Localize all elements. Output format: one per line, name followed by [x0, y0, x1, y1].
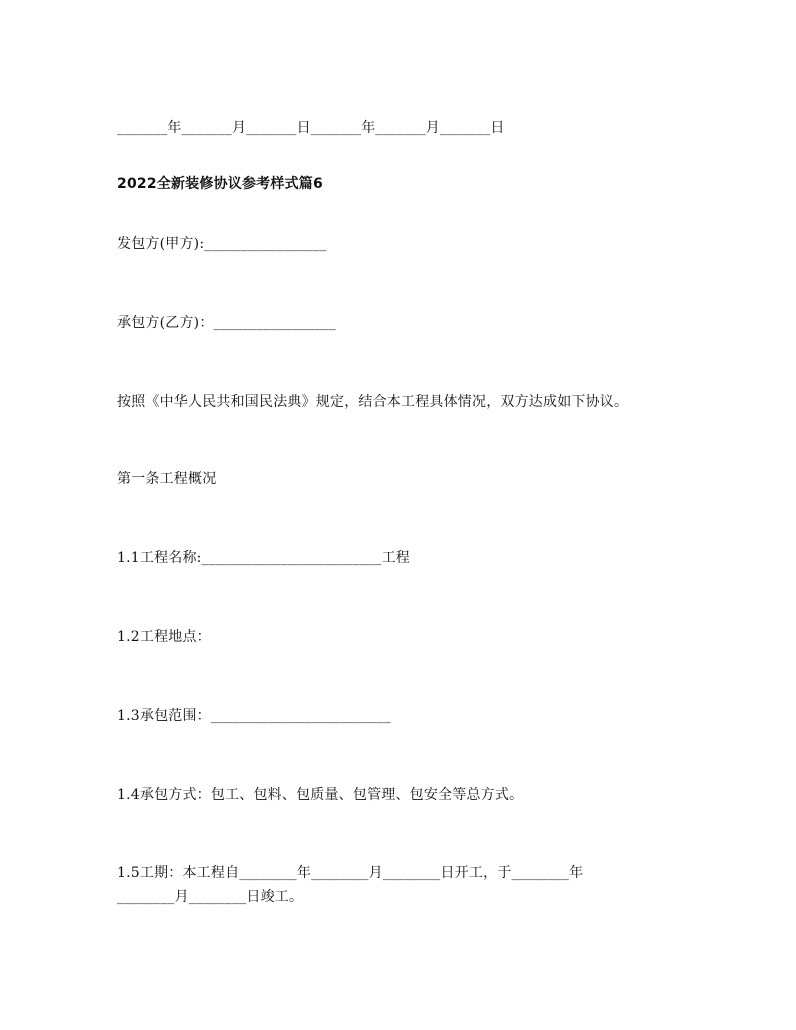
clause-1-4: 1.4承包方式：包工、包料、包质量、包管理、包安全等总方式。	[117, 787, 524, 803]
clause-1-5-line-1: 1.5工期：本工程自________年________月________日开工，于________年	[117, 865, 584, 881]
article-1-title: 第一条工程概况	[117, 471, 217, 487]
party-a-line: 发包方(甲方):_________________	[117, 236, 327, 252]
document-heading: 2022全新装修协议参考样式篇6	[117, 176, 323, 192]
clause-1-5-line-2: ________月________日竣工。	[117, 889, 304, 905]
party-b-line: 承包方(乙方)：_________________	[117, 315, 336, 331]
clause-1-1: 1.1工程名称:_________________________工程	[117, 550, 410, 566]
clause-1-2: 1.2工程地点：	[117, 629, 211, 645]
signature-date-line: _______年_______月_______日_______年_______月_______日	[117, 120, 505, 136]
preamble-paragraph: 按照《中华人民共和国民法典》规定，结合本工程具体情况，双方达成如下协议。	[117, 394, 629, 410]
clause-1-3: 1.3承包范围：_________________________	[117, 708, 391, 724]
